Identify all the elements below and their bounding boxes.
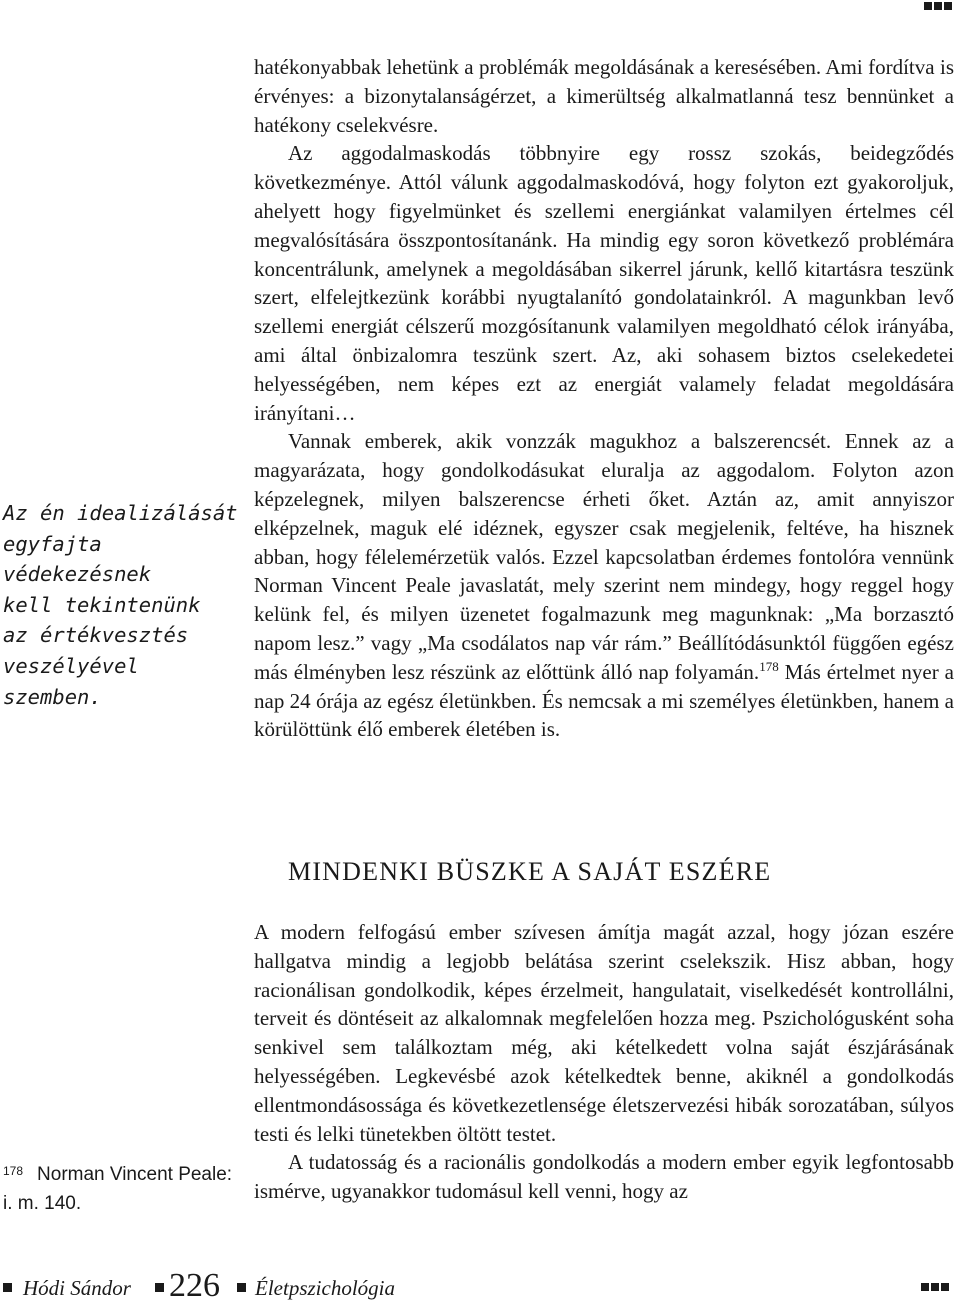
footer-square-icon (155, 1283, 164, 1292)
margin-note-line: szemben. (3, 684, 102, 709)
body-text-top (254, 53, 954, 744)
section-heading: MINDENKI BÜSZKE A SAJÁT ESZÉRE (288, 857, 772, 886)
footnote (3, 1160, 243, 1218)
footer-square-icon (3, 1283, 12, 1292)
paragraph-text: Más értelmet nyer a nap 24 órája az egész életünkben. És nemcsak a mi személyes életünkben, hanem a körülöttünk élő emberek életében is. (254, 659, 954, 742)
paragraph: Az aggodalmaskodás többnyire egy rossz szokás, beidegződés következménye. Attól válunk aggodalmaskodóvá, hogy folyton ezt gyakoroljuk, ahelyett hogy figyelmünket és szellemi energiánkat valamilyen értelmes cél megvalósítására összpontosítanánk. Ha mindig egy soron következő problémára koncentrálunk, amelynek a megoldásában sikerrel járunk, kellő kitartásra teszünk szert, elfelejtkezünk korábbi nyugtalanító gondolatainkról. A magunkban levő szellemi energiát célszerű mozgósítanunk valamilyen megoldható célok irányába, ami által önbizalomra teszünk szert. Az, aki sohasem biztos cselekedetei helyességében, nem képes ezt az energiát valamely feladat megoldására irányítani… (254, 141, 954, 425)
page-number: 226 (169, 1267, 220, 1304)
paragraph: A tudatosság és a racionális gondolkodás a modern ember egyik legfontosabb ismérve, ugyanakkor tudomásul kell venni, hogy az (254, 1150, 954, 1204)
paragraph: A modern felfogású ember szívesen ámítja magát azzal, hogy józan eszére hallgatva mindig a legjobb belátása szerint cselekszik. Hisz abban, hogy racionálisan gondolkodik, képes érzelmeit, hangulatait, viselkedését kontrollálni, terveit és döntéseit az alkalomnak megfelelően hozza meg. Pszichológusként soha senkivel sem találkoztam még, aki kételkedett volna saját észjárásának helyességében. Legkevésbé azok kételkedtek benne, akiknél a gondolkodás ellentmondásossága és következetlensége életszervezési hibák sorozatában, súlyos testi és lelki tünetekben öltött testet. (254, 920, 954, 1146)
paragraph-text: Vannak emberek, akik vonzzák magukhoz a balszerencsét. Ennek az a magyarázata, hogy gondolkodásukat eluralja az aggodalom. Folyton azon képzelegnek, milyen balszerencse érheti őket. Aztán az, amit annyiszor elképzelnek, maguk elé idéznek, egyszer csak megjelenik, feltéve, ha hisznek abban, hogy félelemérzetük valós. Ezzel kapcsolatban érdemes fontolóra vennünk Norman Vincent Peale javaslatát, mely szerint nem mindegy, hogy reggel hogy kelünk fel, és milyen üzenetet fogalmazunk meg magunknak: „Ma borzasztó napom lesz.” vagy „Ma csodálatos nap vár rám.” Beállítódásunktól függően egész más élményben lesz részünk az előttünk álló nap folyamán. (254, 429, 954, 684)
margin-note-line: védekezésnek (3, 562, 152, 587)
margin-note-line: egyfajta (3, 531, 102, 556)
margin-note-line: Az én idealizálását (3, 501, 238, 525)
paragraph: hatékonyabbak lehetünk a problémák megoldásának a keresésében. Ami fordítva is érvényes: a bizonytalanságérzet, a kimerültség alkalmatlanná tesz bennünket a hatékony cselekvésre. (254, 55, 954, 137)
ornament-square-icon (934, 2, 942, 10)
margin-note-line: veszélyével (3, 653, 139, 678)
footnote-number: 178 (3, 1164, 24, 1178)
margin-note (3, 498, 238, 712)
corner-ornament (924, 2, 952, 10)
footnote-reference: 178 (759, 658, 779, 674)
ornament-square-icon (944, 2, 952, 10)
footer-author: Hódi Sándor (23, 1276, 131, 1300)
page-footer (3, 1267, 957, 1306)
paragraph (254, 427, 954, 744)
body-text-bottom (254, 918, 954, 1206)
footer-ornament (921, 1283, 949, 1291)
footnote-text: Norman Vincent Peale: (37, 1164, 233, 1185)
footnote-text: i. m. 140. (3, 1193, 82, 1214)
footer-square-icon (237, 1283, 246, 1292)
footer-book-title: Életpszichológia (255, 1276, 395, 1300)
ornament-square-icon (931, 1283, 939, 1291)
ornament-square-icon (941, 1283, 949, 1291)
margin-note-line: az értékvesztés (3, 623, 189, 648)
ornament-square-icon (921, 1283, 929, 1291)
margin-note-line: kell tekintenünk (3, 592, 201, 617)
ornament-square-icon (924, 2, 932, 10)
